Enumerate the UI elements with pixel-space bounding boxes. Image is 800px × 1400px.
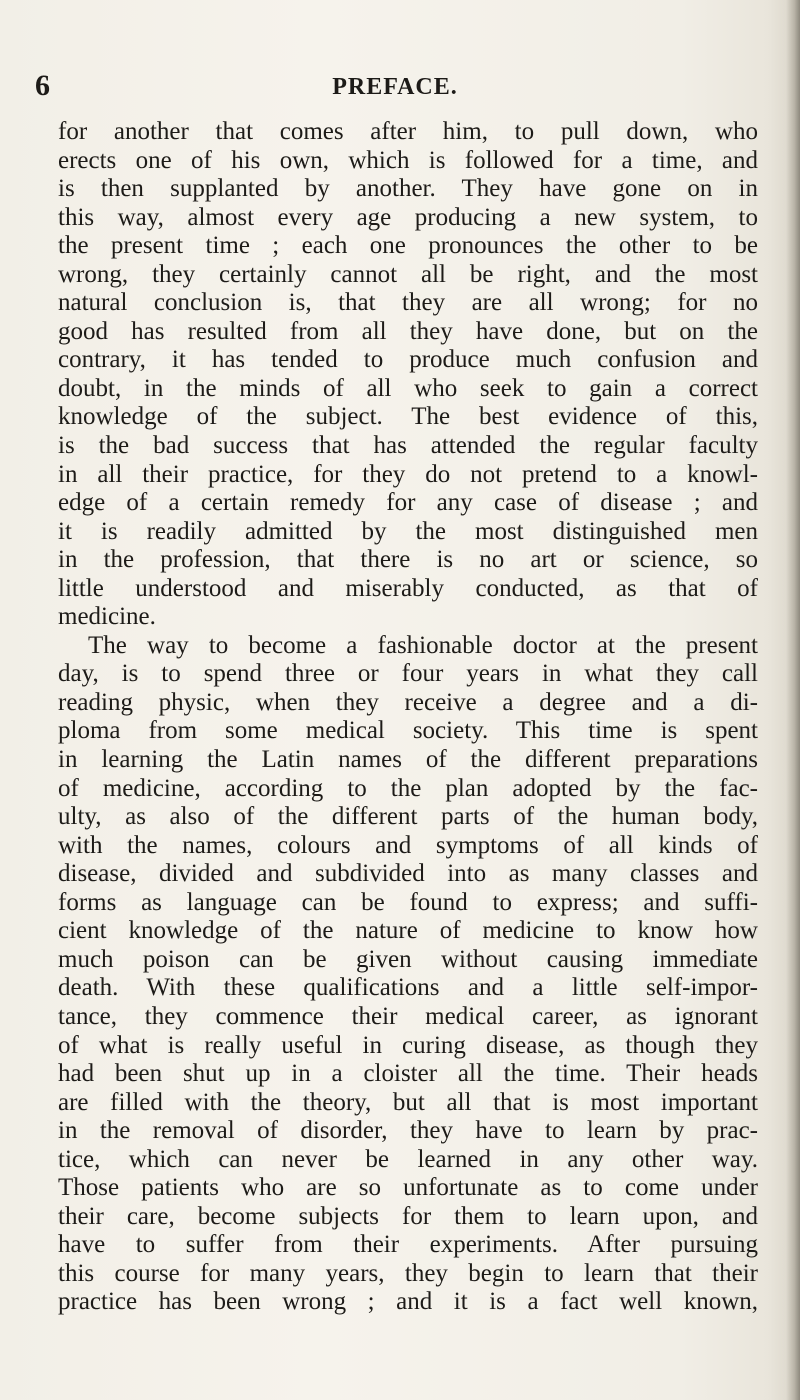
text-line: tice, which can never be learned in any other way. xyxy=(58,1145,758,1173)
text-line: it is readily admitted by the most distinguished men xyxy=(58,517,758,545)
text-line: erects one of his own, which is followed for a time, and xyxy=(58,146,758,174)
text-line: of medicine, according to the plan adopted by the fac- xyxy=(58,774,758,802)
text-line: wrong, they certainly cannot all be right, and the most xyxy=(58,260,758,288)
text-line: cient knowledge of the nature of medicine to know how xyxy=(58,917,758,945)
paragraph-start-line: The way to become a fashionable doctor at the present xyxy=(88,631,758,659)
text-line: much poison can be given without causing immediate xyxy=(58,945,758,973)
text-line: this course for many years, they begin to learn that their xyxy=(58,1259,758,1287)
text-line: had been shut up in a cloister all the time. Their heads xyxy=(58,1060,758,1088)
text-line: tance, they commence their medical career, as ignorant xyxy=(58,1002,758,1030)
paragraph-end-line: medicine. xyxy=(58,603,156,631)
text-line: reading physic, when they receive a degree and a di- xyxy=(58,688,758,716)
text-line: their care, become subjects for them to learn upon, and xyxy=(58,1202,758,1230)
text-line: with the names, colours and symptoms of all kinds of xyxy=(58,831,758,859)
text-line: have to suffer from their experiments. After pursuing xyxy=(58,1231,758,1259)
page-header xyxy=(35,66,755,106)
text-line: natural conclusion is, that they are all wrong; for no xyxy=(58,289,758,317)
text-line: ploma from some medical society. This time is spent xyxy=(58,717,758,745)
text-line: day, is to spend three or four years in what they call xyxy=(58,660,758,688)
text-line: little understood and miserably conducted, as that of xyxy=(58,574,758,602)
text-line: of what is really useful in curing disease, as though they xyxy=(58,1031,758,1059)
text-line: is then supplanted by another. They have gone on in xyxy=(58,175,758,203)
text-line: good has resulted from all they have done, but on the xyxy=(58,317,758,345)
text-line: is the bad success that has attended the regular faculty xyxy=(58,432,758,460)
text-line: knowledge of the subject. The best evidence of this, xyxy=(58,403,758,431)
text-line: edge of a certain remedy for any case of disease ; and xyxy=(58,489,758,517)
page-number: 6 xyxy=(35,69,50,102)
body-text xyxy=(58,118,758,1317)
running-head: PREFACE. xyxy=(332,74,458,100)
text-line: are filled with the theory, but all that is most important xyxy=(58,1088,758,1116)
text-line: Those patients who are so unfortunate as to come under xyxy=(58,1174,758,1202)
text-line: death. With these qualifications and a little self-impor- xyxy=(58,974,758,1002)
text-line: for another that comes after him, to pull down, who xyxy=(58,118,758,145)
text-line: in all their practice, for they do not pretend to a knowl- xyxy=(58,460,758,488)
text-line: this way, almost every age producing a new system, to xyxy=(58,203,758,231)
text-line: disease, divided and subdivided into as many classes and xyxy=(58,860,758,888)
text-line: in learning the Latin names of the different preparations xyxy=(58,746,758,774)
text-line: practice has been wrong ; and it is a fact well known, xyxy=(58,1288,758,1316)
text-line: forms as language can be found to express; and suffi- xyxy=(58,888,758,916)
text-line: ulty, as also of the different parts of the human body, xyxy=(58,803,758,831)
text-line: contrary, it has tended to produce much confusion and xyxy=(58,346,758,374)
text-line: in the profession, that there is no art or science, so xyxy=(58,546,758,574)
text-line: in the removal of disorder, they have to learn by prac- xyxy=(58,1117,758,1145)
page-edge-shadow xyxy=(786,0,800,1400)
text-line: the present time ; each one pronounces the other to be xyxy=(58,232,758,260)
text-line: doubt, in the minds of all who seek to gain a correct xyxy=(58,374,758,402)
